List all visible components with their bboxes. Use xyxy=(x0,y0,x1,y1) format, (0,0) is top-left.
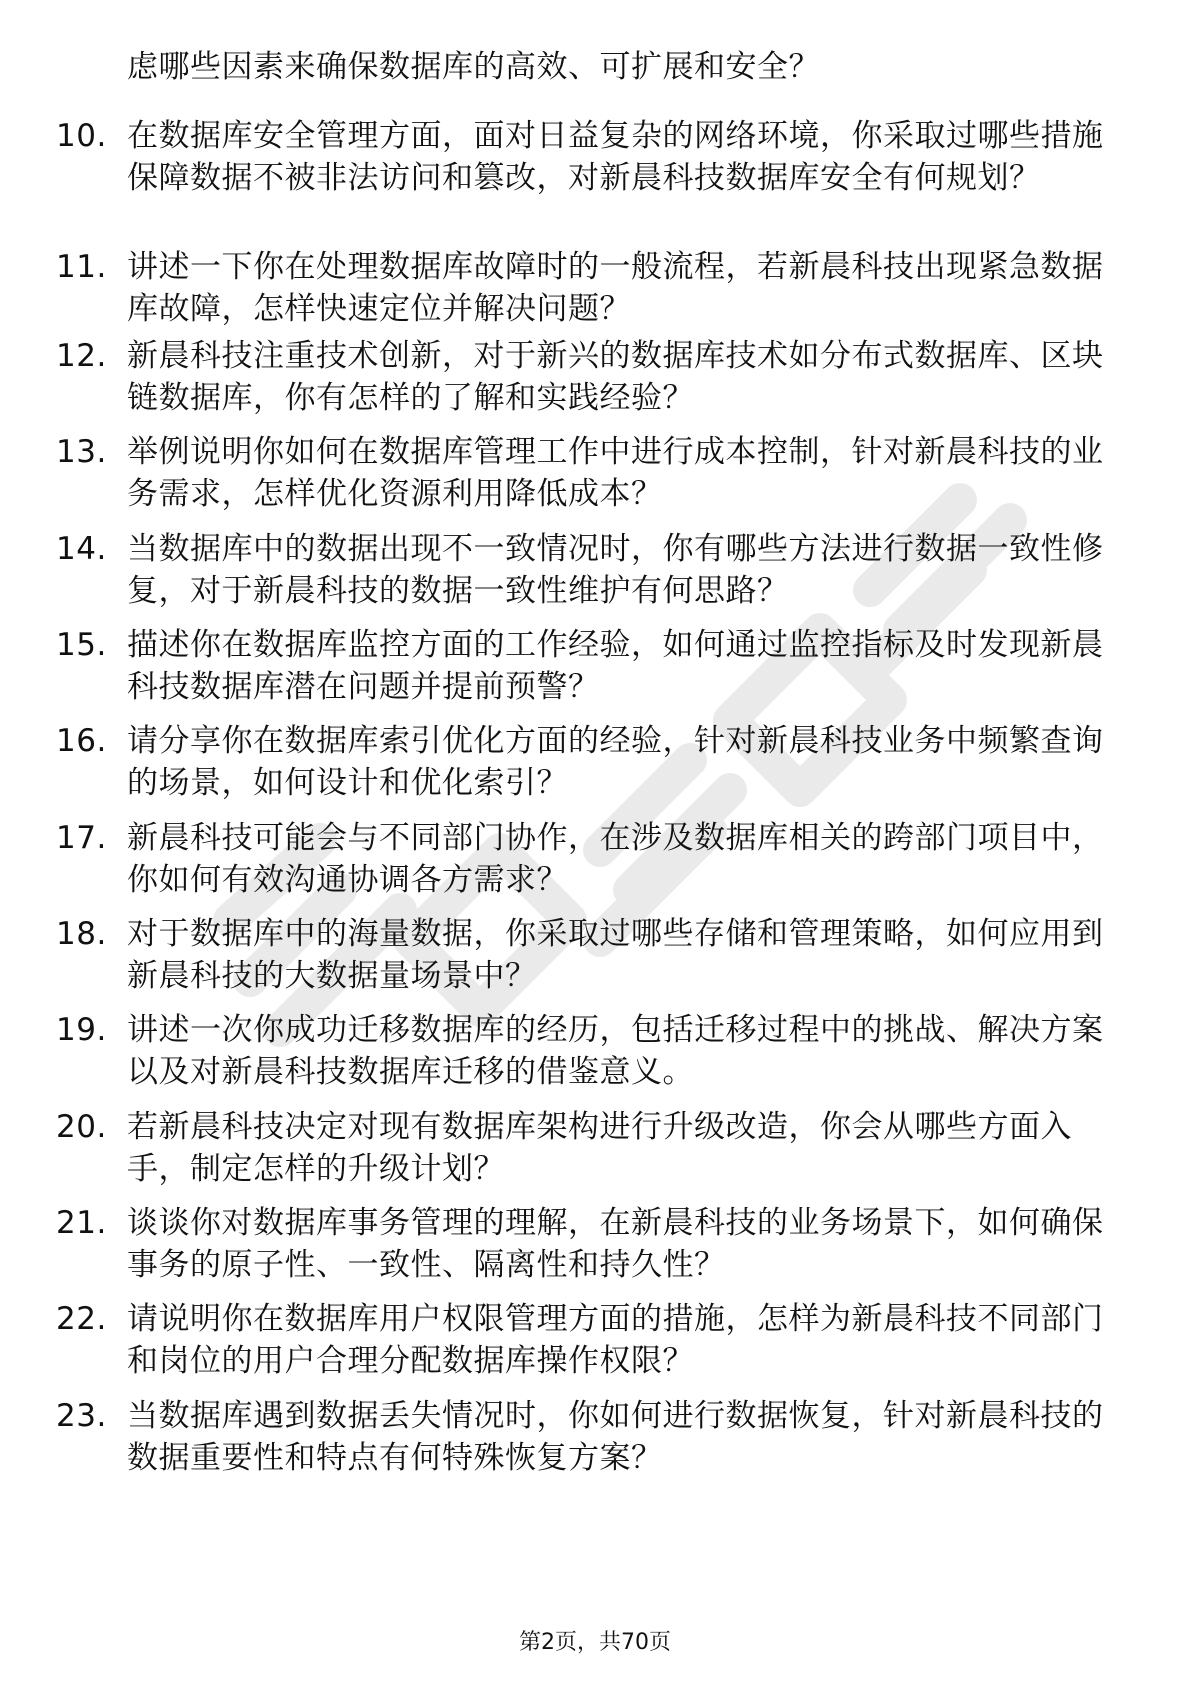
question-text: 举例说明你如何在数据库管理工作中进行成本控制，针对新晨科技的业务需求，怎样优化资源利用降低成本？ xyxy=(127,434,1104,512)
question-item xyxy=(56,246,1126,330)
question-item xyxy=(56,1395,1126,1479)
question-item xyxy=(56,431,1126,515)
question-number: 14. xyxy=(56,531,107,567)
question-text: 请说明你在数据库用户权限管理方面的措施，怎样为新晨科技不同部门和岗位的用户合理分配数据库操作权限？ xyxy=(127,1301,1104,1379)
question-number: 20. xyxy=(56,1109,107,1145)
question-text: 在数据库安全管理方面，面对日益复杂的网络环境，你采取过哪些措施保障数据不被非法访问和篡改，对新晨科技数据库安全有何规划？ xyxy=(127,118,1104,196)
question-item xyxy=(56,624,1126,708)
question-number: 13. xyxy=(56,434,107,470)
question-text: 新晨科技注重技术创新，对于新兴的数据库技术如分布式数据库、区块链数据库，你有怎样的了解和实践经验？ xyxy=(127,338,1104,416)
question-item xyxy=(56,1106,1126,1190)
question-text: 讲述一下你在处理数据库故障时的一般流程，若新晨科技出现紧急数据库故障，怎样快速定位并解决问题？ xyxy=(127,249,1104,327)
question-number: 21. xyxy=(56,1205,107,1241)
question-number: 15. xyxy=(56,627,107,663)
question-text: 新晨科技可能会与不同部门协作，在涉及数据库相关的跨部门项目中，你如何有效沟通协调各方需求？ xyxy=(127,820,1104,898)
question-text: 描述你在数据库监控方面的工作经验，如何通过监控指标及时发现新晨科技数据库潜在问题并提前预警？ xyxy=(127,627,1104,705)
question-item xyxy=(56,528,1126,612)
question-number: 19. xyxy=(56,1012,107,1048)
question-number: 22. xyxy=(56,1301,107,1337)
question-item xyxy=(56,720,1126,804)
question-text: 若新晨科技决定对现有数据库架构进行升级改造，你会从哪些方面入手，制定怎样的升级计划？ xyxy=(127,1109,1072,1187)
question-number: 11. xyxy=(56,249,107,285)
question-item xyxy=(56,817,1126,901)
question-text: 谈谈你对数据库事务管理的理解，在新晨科技的业务场景下，如何确保事务的原子性、一致性、隔离性和持久性？ xyxy=(127,1205,1104,1283)
question-text: 对于数据库中的海量数据，你采取过哪些存储和管理策略，如何应用到新晨科技的大数据量场景中？ xyxy=(127,916,1104,994)
question-number: 12. xyxy=(56,338,107,374)
question-text: 讲述一次你成功迁移数据库的经历，包括迁移过程中的挑战、解决方案以及对新晨科技数据库迁移的借鉴意义。 xyxy=(127,1012,1104,1090)
question-item xyxy=(56,335,1126,419)
page-footer: 第2页，共70页 xyxy=(519,1630,671,1655)
continued-question-text: 虑哪些因素来确保数据库的高效、可扩展和安全？ xyxy=(127,49,820,85)
question-number: 16. xyxy=(56,723,107,759)
question-number: 17. xyxy=(56,820,107,856)
question-item xyxy=(56,115,1126,199)
question-item xyxy=(56,1298,1126,1382)
question-number: 18. xyxy=(56,916,107,952)
question-item xyxy=(56,1202,1126,1286)
question-text: 当数据库中的数据出现不一致情况时，你有哪些方法进行数据一致性修复，对于新晨科技的数据一致性维护有何思路？ xyxy=(127,531,1104,609)
question-text: 当数据库遇到数据丢失情况时，你如何进行数据恢复，针对新晨科技的数据重要性和特点有何特殊恢复方案？ xyxy=(127,1398,1104,1476)
question-text: 请分享你在数据库索引优化方面的经验，针对新晨科技业务中频繁查询的场景，如何设计和优化索引？ xyxy=(127,723,1104,801)
question-number: 10. xyxy=(56,118,107,154)
question-item xyxy=(56,1009,1126,1093)
question-item xyxy=(56,913,1126,997)
question-number: 23. xyxy=(56,1398,107,1434)
